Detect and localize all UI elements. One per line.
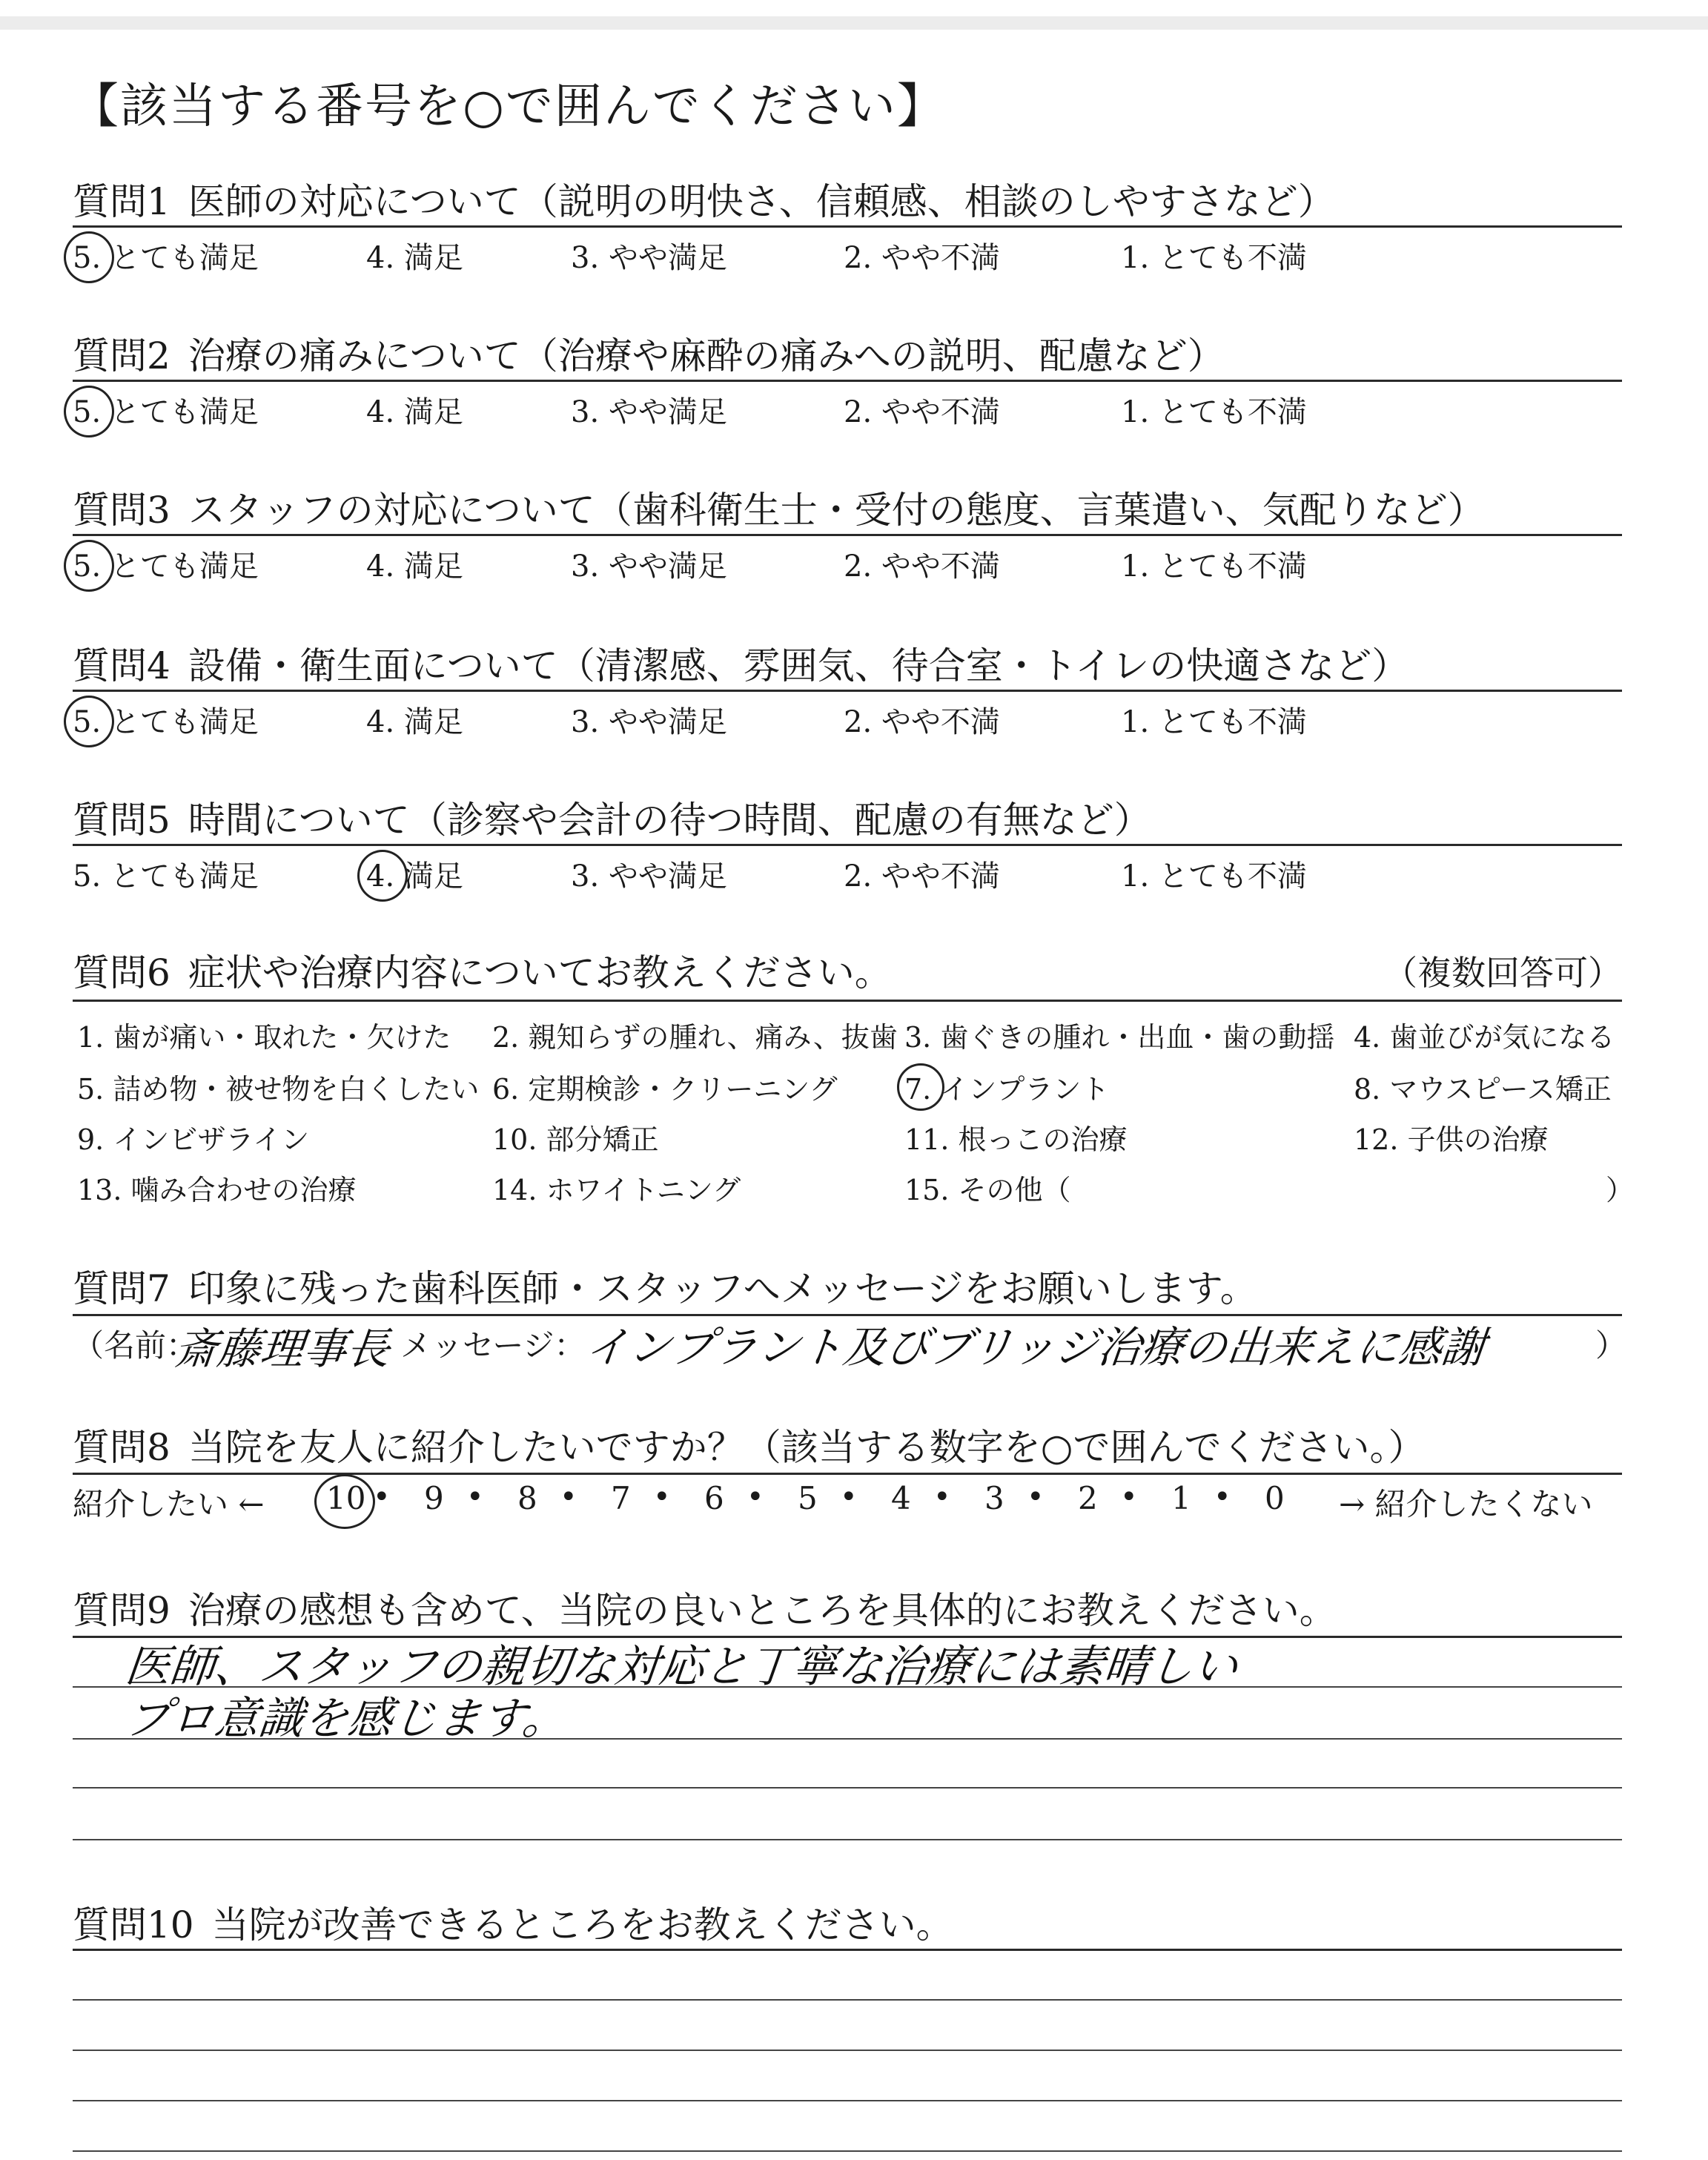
question-number: 質問3 [73,489,171,532]
scale-separator: • [1214,1480,1231,1514]
symptom-option-6[interactable]: 6. 定期検診・クリーニング [492,1073,838,1106]
symptom-option-4[interactable]: 4. 歯並びが気になる [1354,1021,1615,1054]
symptom-option-7[interactable]: 7. インプラント [904,1073,1110,1106]
question-number: 質問4 [73,644,171,687]
name-label: （名前： [73,1327,198,1364]
question-text: 治療の痛みについて（治療や麻酔の痛みへの説明、配慮など） [188,334,1225,377]
question-text: 時間について（診察や会計の待つ時間、配慮の有無など） [188,799,1151,842]
rating-option-3[interactable]: 3. やや満足 [571,395,727,429]
handwritten-answer-line-2: プロ意識を感じます。 [122,1693,570,1745]
question-text: 医師の対応について（説明の明快さ、信頼感、相談のしやすさなど） [188,180,1335,223]
scale-separator: • [840,1480,858,1514]
other-close-paren: ） [1606,1174,1635,1206]
rating-option-2[interactable]: 2. やや不満 [844,859,1000,894]
rating-option-2[interactable]: 2. やや不満 [844,549,1000,584]
question-number: 質問9 [73,1589,171,1632]
selection-circle [64,386,114,437]
question-4-title [73,636,1409,690]
question-number: 質問2 [73,334,171,377]
scale-separator: • [466,1480,484,1514]
symptom-option-14[interactable]: 14. ホワイトニング [492,1174,741,1206]
question-4-rule [73,690,1622,692]
selection-circle [357,850,408,902]
question-text: 治療の感想も含めて、当院の良いところを具体的にお教えください。 [188,1589,1337,1632]
rating-option-4[interactable]: 4. 満足 [366,705,463,739]
question-number: 質問1 [73,180,171,223]
question-7-title [73,1259,1257,1312]
scan-edge [0,16,1708,30]
handwritten-name: 斎藤理事長 [171,1324,393,1374]
rating-option-1[interactable]: 1. とても不満 [1121,549,1307,584]
question-text: 設備・衛生面について（清潔感、雰囲気、待合室・トイレの快適さなど） [188,644,1409,687]
scale-separator: • [373,1480,391,1514]
rating-option-5[interactable]: 5. とても満足 [73,549,259,584]
answer-line [73,1839,1622,1840]
question-6-title [73,943,892,997]
rating-option-5[interactable]: 5. とても満足 [73,241,259,275]
symptom-option-15[interactable]: 15. その他（ [904,1174,1071,1206]
rating-option-2[interactable]: 2. やや不満 [844,241,1000,275]
rating-option-1[interactable]: 1. とても不満 [1121,241,1307,275]
question-1-rule [73,225,1622,228]
rating-option-4[interactable]: 4. 満足 [366,241,463,275]
question-text: 印象に残った歯科医師・スタッフへメッセージをお願いします。 [188,1267,1257,1310]
answer-line [73,2050,1622,2051]
symptom-option-11[interactable]: 11. 根っこの治療 [904,1123,1128,1156]
selection-circle [314,1474,375,1529]
rating-option-1[interactable]: 1. とても不満 [1121,705,1307,739]
scale-separator: • [933,1480,951,1514]
rating-option-2[interactable]: 2. やや不満 [844,705,1000,739]
question-9-title [73,1581,1337,1634]
question-text: スタッフの対応について（歯科衛生士・受付の態度、言葉遣い、気配りなど） [188,489,1485,532]
question-number: 質問5 [73,799,171,842]
scale-value-3[interactable]: 3 [984,1480,1004,1516]
scale-value-0[interactable]: 0 [1265,1480,1285,1516]
symptom-option-9[interactable]: 9. インビザライン [77,1123,310,1156]
symptom-option-8[interactable]: 8. マウスピース矯正 [1354,1073,1612,1106]
answer-line [73,2100,1622,2101]
rating-option-3[interactable]: 3. やや満足 [571,705,727,739]
answer-line [73,1949,1622,1951]
scale-value-9[interactable]: 9 [424,1480,444,1516]
scale-value-10[interactable]: 10 [326,1480,366,1516]
question-text: 当院が改善できるところをお教えください。 [211,1903,953,1946]
scale-value-8[interactable]: 8 [517,1480,537,1516]
question-3-rule [73,534,1622,536]
rating-option-1[interactable]: 1. とても不満 [1121,395,1307,429]
scale-value-6[interactable]: 6 [704,1480,724,1516]
question-2-rule [73,380,1622,382]
question-8-rule [73,1473,1622,1475]
answer-line [73,1999,1622,2001]
rating-option-4[interactable]: 4. 満足 [366,549,463,584]
selection-circle [897,1063,944,1111]
scale-value-1[interactable]: 1 [1171,1480,1191,1516]
rating-option-5[interactable]: 5. とても満足 [73,395,259,429]
scale-separator: • [560,1480,577,1514]
scale-value-7[interactable]: 7 [611,1480,631,1516]
symptom-option-1[interactable]: 1. 歯が痛い・取れた・欠けた [77,1021,451,1054]
scale-value-4[interactable]: 4 [891,1480,911,1516]
rating-option-3[interactable]: 3. やや満足 [571,241,727,275]
question-5-rule [73,844,1622,846]
question-5-title [73,790,1151,844]
handwritten-answer-line-1: 医師、スタッフの親切な対応と丁寧な治療には素晴しい [122,1641,1241,1693]
question-number: 質問6 [73,951,171,994]
question-6-rule [73,1000,1622,1002]
scale-separator: • [1120,1480,1138,1514]
selection-circle [64,231,114,283]
selection-circle [64,540,114,592]
question-number: 質問10 [73,1903,194,1946]
rating-option-4[interactable]: 4. 満足 [366,395,463,429]
multiple-answer-note: （複数回答可） [1383,953,1622,993]
scale-separator: • [747,1480,764,1514]
question-number: 質問7 [73,1267,171,1310]
message-label: メッセージ： [400,1327,586,1364]
scale-value-2[interactable]: 2 [1078,1480,1098,1516]
recommend-left-label: 紹介したい ← [73,1486,265,1522]
symptom-option-5[interactable]: 5. 詰め物・被せ物を白くしたい [77,1073,480,1106]
symptom-option-13[interactable]: 13. 噛み合わせの治療 [77,1174,357,1206]
rating-option-4[interactable]: 4. 満足 [366,859,463,894]
symptom-option-3[interactable]: 3. 歯ぐきの腫れ・出血・歯の動揺 [904,1021,1335,1054]
scale-separator: • [653,1480,671,1514]
selection-circle [64,696,114,747]
rating-option-1[interactable]: 1. とても不満 [1121,859,1307,894]
symptom-option-2[interactable]: 2. 親知らずの腫れ、痛み、抜歯 [492,1021,898,1054]
answer-line [73,1787,1622,1789]
symptom-option-12[interactable]: 12. 子供の治療 [1354,1123,1549,1156]
question-text: 症状や治療内容についてお教えください。 [188,951,892,994]
rating-option-2[interactable]: 2. やや不満 [844,395,1000,429]
question-text: 当院を友人に紹介したいですか？（該当する数字を○で囲んでください。） [188,1426,1426,1469]
question-8-title [73,1418,1425,1471]
rating-option-5[interactable]: 5. とても満足 [73,859,259,894]
question-1-title [73,172,1335,225]
scale-separator: • [1027,1480,1045,1514]
recommend-right-label: → 紹介したくない [1339,1486,1593,1522]
symptom-option-10[interactable]: 10. 部分矯正 [492,1123,659,1156]
question-number: 質問8 [73,1426,171,1469]
question-10-title [73,1895,953,1949]
rating-option-5[interactable]: 5. とても満足 [73,705,259,739]
page-title: 【該当する番号を○で囲んでください】 [71,79,946,134]
close-paren: ） [1595,1327,1627,1364]
question-3-title [73,480,1485,534]
handwritten-message: インプラント及びブリッジ治療の出来えに感謝 [582,1322,1488,1373]
answer-line [73,2150,1622,2152]
rating-option-3[interactable]: 3. やや満足 [571,859,727,894]
question-2-title [73,326,1225,380]
rating-option-3[interactable]: 3. やや満足 [571,549,727,584]
scale-value-5[interactable]: 5 [798,1480,818,1516]
